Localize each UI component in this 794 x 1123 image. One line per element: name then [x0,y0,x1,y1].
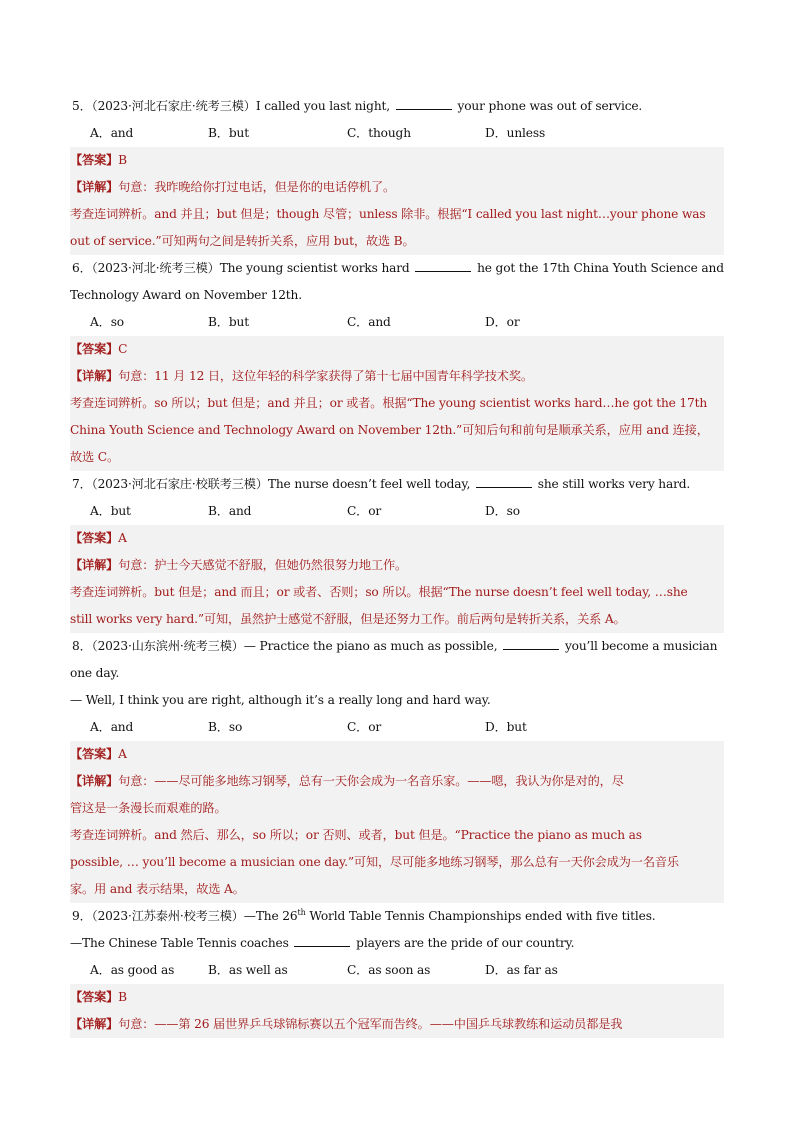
detail-tag: 【详解】 [70,369,119,383]
question-8-reply: — Well, I think you are right, although it’s a really long and hard way. [70,693,491,707]
option-c: C．and [347,315,391,329]
option-b: B．as well as [208,963,288,977]
answer-tag: 【答案】 [70,153,119,167]
detail-tag: 【详解】 [70,180,119,194]
detail-line: 考查连词辨析。and 并且；but 但是；though 尽管；unless 除非。根据“I called you last night…your phone was [70,201,724,228]
option-a: A．but [90,504,131,518]
answer-blank [415,259,471,272]
answer-line [70,741,724,768]
document-body [70,93,724,1038]
option-c: C．as soon as [347,963,431,977]
answer-line [70,984,724,1011]
question-6-text-end: he got the 17th China Youth Science and [477,261,724,275]
detail-line: still works very hard.”可知，虽然护士感觉不舒服，但是还努力工作。前后两句是转折关系，关系 A。 [70,606,724,633]
question-9-text-end: World Table Tennis Championships ended with five titles. [309,909,656,923]
detail-text: 句意：——尽可能多地练习钢琴，总有一天你会成为一名音乐家。——嗯，我认为你是对的，尽 [118,774,624,788]
question-9-stem-cont [70,930,724,957]
detail-line [70,363,724,390]
question-8-options [70,714,724,741]
question-7-text: 7．（2023·河北石家庄·校联考三模）The nurse doesn’t feel well today, [72,477,471,491]
detail-line [70,174,724,201]
answer-value: C [118,342,128,356]
question-9-text: 9．（2023·江苏泰州·校考三模）—The 26 [72,909,298,923]
detail-line: 考查连词辨析。and 然后、那么，so 所以；or 否则、或者，but 但是。“Practice the piano as much as [70,822,724,849]
option-b: B．and [208,504,252,518]
question-6-text: 6．（2023·河北·统考三模）The young scientist works hard [72,261,410,275]
question-9-options [70,957,724,984]
question-7-options [70,498,724,525]
answer-tag: 【答案】 [70,342,119,356]
question-8-stem-cont: one day. [70,666,120,680]
answer-tag: 【答案】 [70,531,119,545]
option-d: D．but [485,720,527,734]
answer-value: B [118,153,127,167]
question-5-options [70,120,724,147]
option-a: A．so [90,315,124,329]
answer-blank [476,475,532,488]
detail-line [70,1011,724,1038]
detail-line: China Youth Science and Technology Award on November 12th.”可知后句和前句是顺承关系，应用 and 连接， [70,417,724,444]
answer-value: A [118,747,127,761]
answer-blank [294,934,350,947]
detail-line [70,552,724,579]
option-c: C．or [347,720,382,734]
detail-text: 句意：——第 26 届世界乒乓球锦标赛以五个冠军而告终。——中国乒乓球教练和运动员都是我 [118,1017,623,1031]
question-9-text-2: —The Chinese Table Tennis coaches [70,936,289,950]
question-6-options [70,309,724,336]
answer-line [70,525,724,552]
option-d: D．so [485,504,520,518]
detail-tag: 【详解】 [70,1017,119,1031]
question-8-text: 8．（2023·山东滨州·统考三模）— Practice the piano as much as possible, [72,639,498,653]
question-7-text-end: she still works very hard. [537,477,691,491]
answer-line [70,336,724,363]
detail-line: 故选 C。 [70,444,724,471]
option-b: B．but [208,315,249,329]
option-a: A．and [90,126,134,140]
option-d: D．as far as [485,963,558,977]
detail-line: 管这是一条漫长而艰难的路。 [70,795,724,822]
superscript: th [297,907,306,917]
option-d: D．or [485,315,520,329]
question-8-stem [70,633,724,660]
option-b: B．but [208,126,249,140]
option-c: C．though [347,126,411,140]
question-6-stem [70,255,724,282]
detail-tag: 【详解】 [70,558,119,572]
option-a: A．and [90,720,134,734]
detail-text: 句意：护士今天感觉不舒服，但她仍然很努力地工作。 [118,558,408,572]
detail-text: 句意：11 月 12 日，这位年轻的科学家获得了第十七届中国青年科学技术奖。 [118,369,533,383]
question-9-text-2-end: players are the pride of our country. [356,936,575,950]
answer-blank [396,97,452,110]
answer-tag: 【答案】 [70,747,119,761]
answer-tag: 【答案】 [70,990,119,1004]
answer-value: A [118,531,127,545]
detail-line: 家。用 and 表示结果，故选 A。 [70,876,724,903]
option-d: D．unless [485,126,546,140]
option-a: A．as good as [90,963,175,977]
detail-line [70,768,724,795]
question-5-stem [70,93,724,120]
detail-line: 考查连词辨析。so 所以；but 但是；and 并且；or 或者。根据“The young scientist works hard…he got the 17th [70,390,724,417]
detail-line: 考查连词辨析。but 但是；and 而且；or 或者、否则；so 所以。根据“The nurse doesn’t feel well today, …she [70,579,724,606]
detail-line: out of service.”可知两句之间是转折关系，应用 but，故选 B。 [70,228,724,255]
option-c: C．or [347,504,382,518]
detail-line: possible, … you’ll become a musician one day.”可知，尽可能多地练习钢琴，那么总有一天你会成为一名音乐 [70,849,724,876]
question-9-stem [70,903,724,930]
answer-blank [503,637,559,650]
question-6-stem-cont: Technology Award on November 12th. [70,288,302,302]
question-7-stem [70,471,724,498]
option-b: B．so [208,720,243,734]
question-5-text: 5．（2023·河北石家庄·统考三模）I called you last night, [72,99,390,113]
detail-text: 句意：我昨晚给你打过电话，但是你的电话停机了。 [118,180,396,194]
detail-tag: 【详解】 [70,774,119,788]
answer-value: B [118,990,127,1004]
answer-line [70,147,724,174]
question-5-text-end: your phone was out of service. [457,99,643,113]
question-8-text-end: you’ll become a musician [564,639,718,653]
